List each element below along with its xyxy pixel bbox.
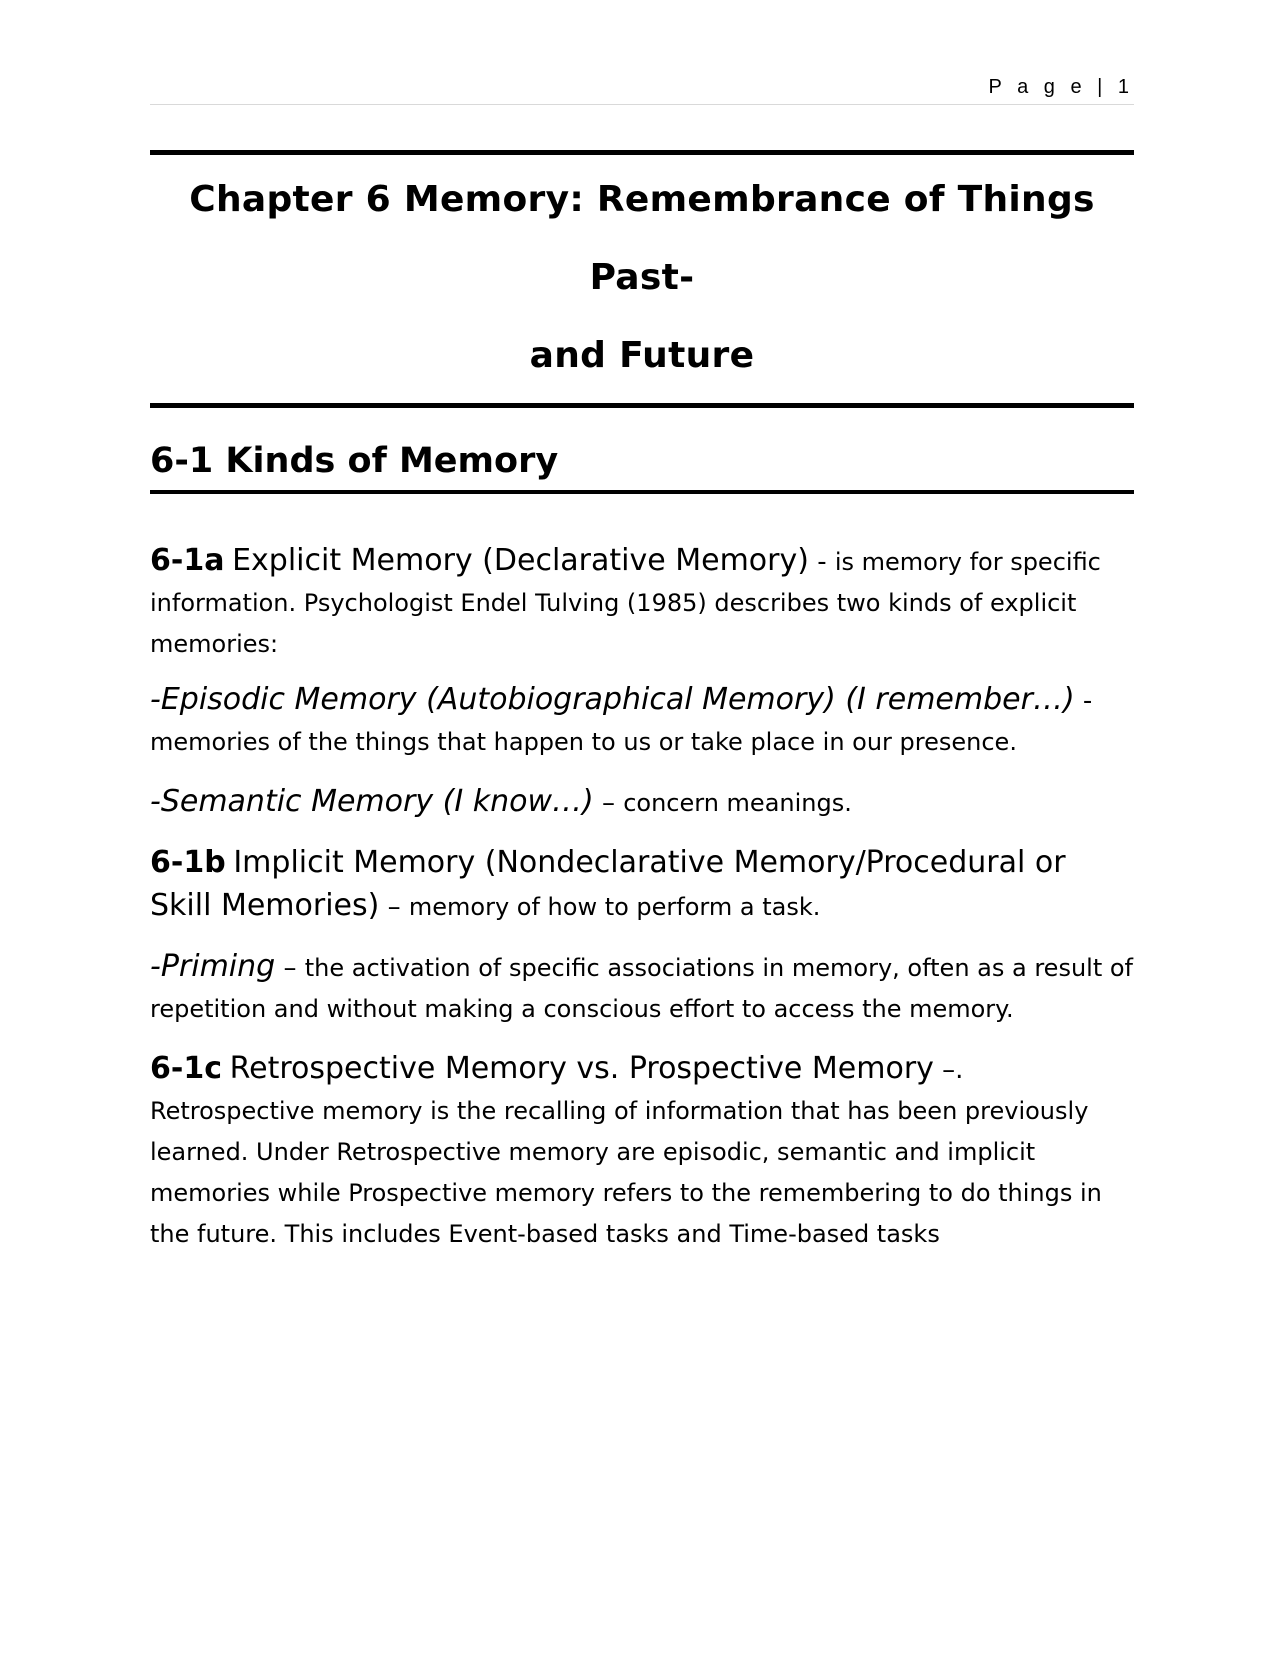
separator: –: [379, 892, 409, 922]
separator: –: [593, 788, 624, 818]
chapter-title-line-2: and Future: [529, 335, 755, 376]
paragraph-explicit-memory: [150, 540, 1134, 665]
definition-semantic-memory: concern meanings.: [623, 789, 852, 817]
paragraph-priming: [150, 946, 1134, 1030]
chapter-title-block: [150, 150, 1134, 408]
definition-episodic-memory: memories of the things that happen to us or take place in our presence.: [150, 728, 1017, 756]
definition-priming: the activation of specific associations in memory, often as a result of repetition and without making a conscious effort to access the memory.: [150, 954, 1133, 1023]
definition-explicit-memory: is memory for specific information. Psychologist Endel Tulving (1985) describes two kinds of explicit memories:: [150, 548, 1101, 658]
separator: -: [1074, 686, 1093, 716]
paragraph-retrospective-prospective: [150, 1048, 1134, 1255]
separator: –: [275, 953, 305, 983]
term-semantic-memory: -Semantic Memory (I know…): [150, 784, 594, 819]
header-rule: [150, 104, 1134, 105]
term-explicit-memory: Explicit Memory (Declarative Memory): [232, 543, 809, 578]
term-implicit-memory: Implicit Memory (Nondeclarative Memory/Procedural or Skill Memories): [150, 845, 1066, 923]
term-retrospective-prospective: Retrospective Memory vs. Prospective Memory: [229, 1051, 934, 1086]
section-heading-block: [150, 436, 1134, 494]
definition-implicit-memory: memory of how to perform a task.: [408, 893, 821, 921]
paragraph-semantic-memory: [150, 781, 1134, 824]
chapter-title-line-1: Chapter 6 Memory: Remembrance of Things Past-: [189, 179, 1095, 298]
document-body: [150, 540, 1134, 1273]
chapter-title: [150, 161, 1134, 395]
item-code-6-1c: 6-1c: [150, 1051, 222, 1086]
separator: –.: [933, 1055, 964, 1085]
definition-retrospective-prospective: Retrospective memory is the recalling of information that has been previously learned. Under Retrospective memory are episodic, semantic and implicit memories while Prospective memory refers to the remembering to do things in the future. This includes Event-based tasks and Time-based tasks: [150, 1097, 1102, 1248]
term-episodic-memory: -Episodic Memory (Autobiographical Memory) (I remember…): [150, 682, 1075, 717]
section-heading: 6-1 Kinds of Memory: [150, 441, 559, 481]
item-code-6-1a: 6-1a: [150, 543, 225, 578]
page-number: P a g e | 1: [988, 76, 1134, 98]
separator: -: [808, 547, 835, 577]
paragraph-episodic-memory: [150, 679, 1134, 763]
paragraph-implicit-memory: [150, 842, 1134, 928]
term-priming: -Priming: [150, 949, 276, 984]
item-code-6-1b: 6-1b: [150, 845, 226, 880]
